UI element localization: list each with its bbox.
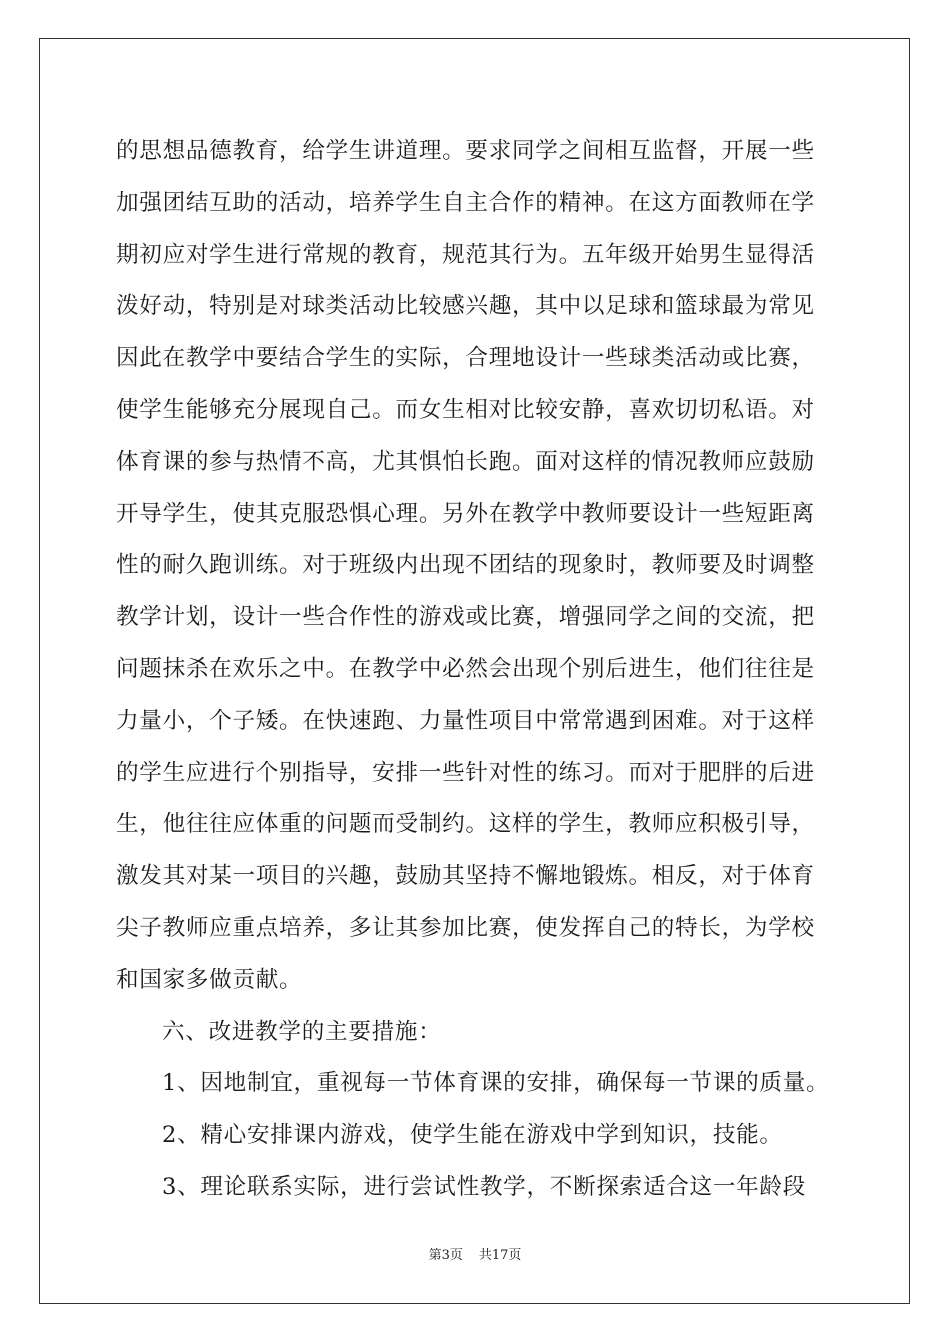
current-page-number: 第3页 [428, 1248, 463, 1263]
measure-item: 2、精心安排课内游戏，使学生能在游戏中学到知识，技能。 [162, 1122, 783, 1149]
paragraph-line: 力量小，个子矮。在快速跑、力量性项目中常常遇到困难。对于这样 [116, 707, 815, 734]
measure-item: 1、因地制宜，重视每一节体育课的安排，确保每一节课的质量。 [162, 1070, 830, 1097]
paragraph-line: 性的耐久跑训练。对于班级内出现不团结的现象时，教师要及时调整 [116, 552, 815, 579]
paragraph-line: 使学生能够充分展现自己。而女生相对比较安静，喜欢切切私语。对 [116, 396, 815, 423]
paragraph-line: 生，他往往应体重的问题而受制约。这样的学生，教师应积极引导， [116, 811, 815, 838]
paragraph-line: 教学计划，设计一些合作性的游戏或比赛，增强同学之间的交流，把 [116, 604, 815, 631]
paragraph-line: 期初应对学生进行常规的教育，规范其行为。五年级开始男生显得活 [116, 241, 815, 268]
section-heading: 六、改进教学的主要措施： [162, 1018, 442, 1045]
paragraph-line: 激发其对某一项目的兴趣，鼓励其坚持不懈地锻炼。相反，对于体育 [116, 863, 815, 890]
paragraph-line: 因此在教学中要结合学生的实际，合理地设计一些球类活动或比赛， [116, 345, 815, 372]
paragraph-line: 的思想品德教育，给学生讲道理。要求同学之间相互监督，开展一些 [116, 138, 815, 164]
paragraph-line: 加强团结互助的活动，培养学生自主合作的精神。在这方面教师在学 [116, 189, 815, 216]
paragraph-line: 尖子教师应重点培养，多让其参加比赛，使发挥自己的特长，为学校 [116, 914, 815, 941]
page-footer [0, 1247, 950, 1265]
paragraph-line: 问题抹杀在欢乐之中。在教学中必然会出现个别后进生，他们往往是 [116, 655, 815, 682]
document-body [116, 126, 836, 1214]
paragraph-line: 泼好动，特别是对球类活动比较感兴趣，其中以足球和篮球最为常见 [116, 293, 815, 320]
paragraph-line: 的学生应进行个别指导，安排一些针对性的练习。而对于肥胖的后进 [116, 759, 815, 786]
paragraph-line: 和国家多做贡献。 [116, 966, 303, 993]
measure-item: 3、理论联系实际，进行尝试性教学，不断探索适合这一年龄段 [162, 1173, 807, 1200]
total-page-count: 共17页 [478, 1248, 522, 1263]
paragraph-line: 开导学生，使其克服恐惧心理。另外在教学中教师要设计一些短距离 [116, 500, 815, 527]
paragraph-line: 体育课的参与热情不高，尤其惧怕长跑。面对这样的情况教师应鼓励 [116, 448, 815, 475]
